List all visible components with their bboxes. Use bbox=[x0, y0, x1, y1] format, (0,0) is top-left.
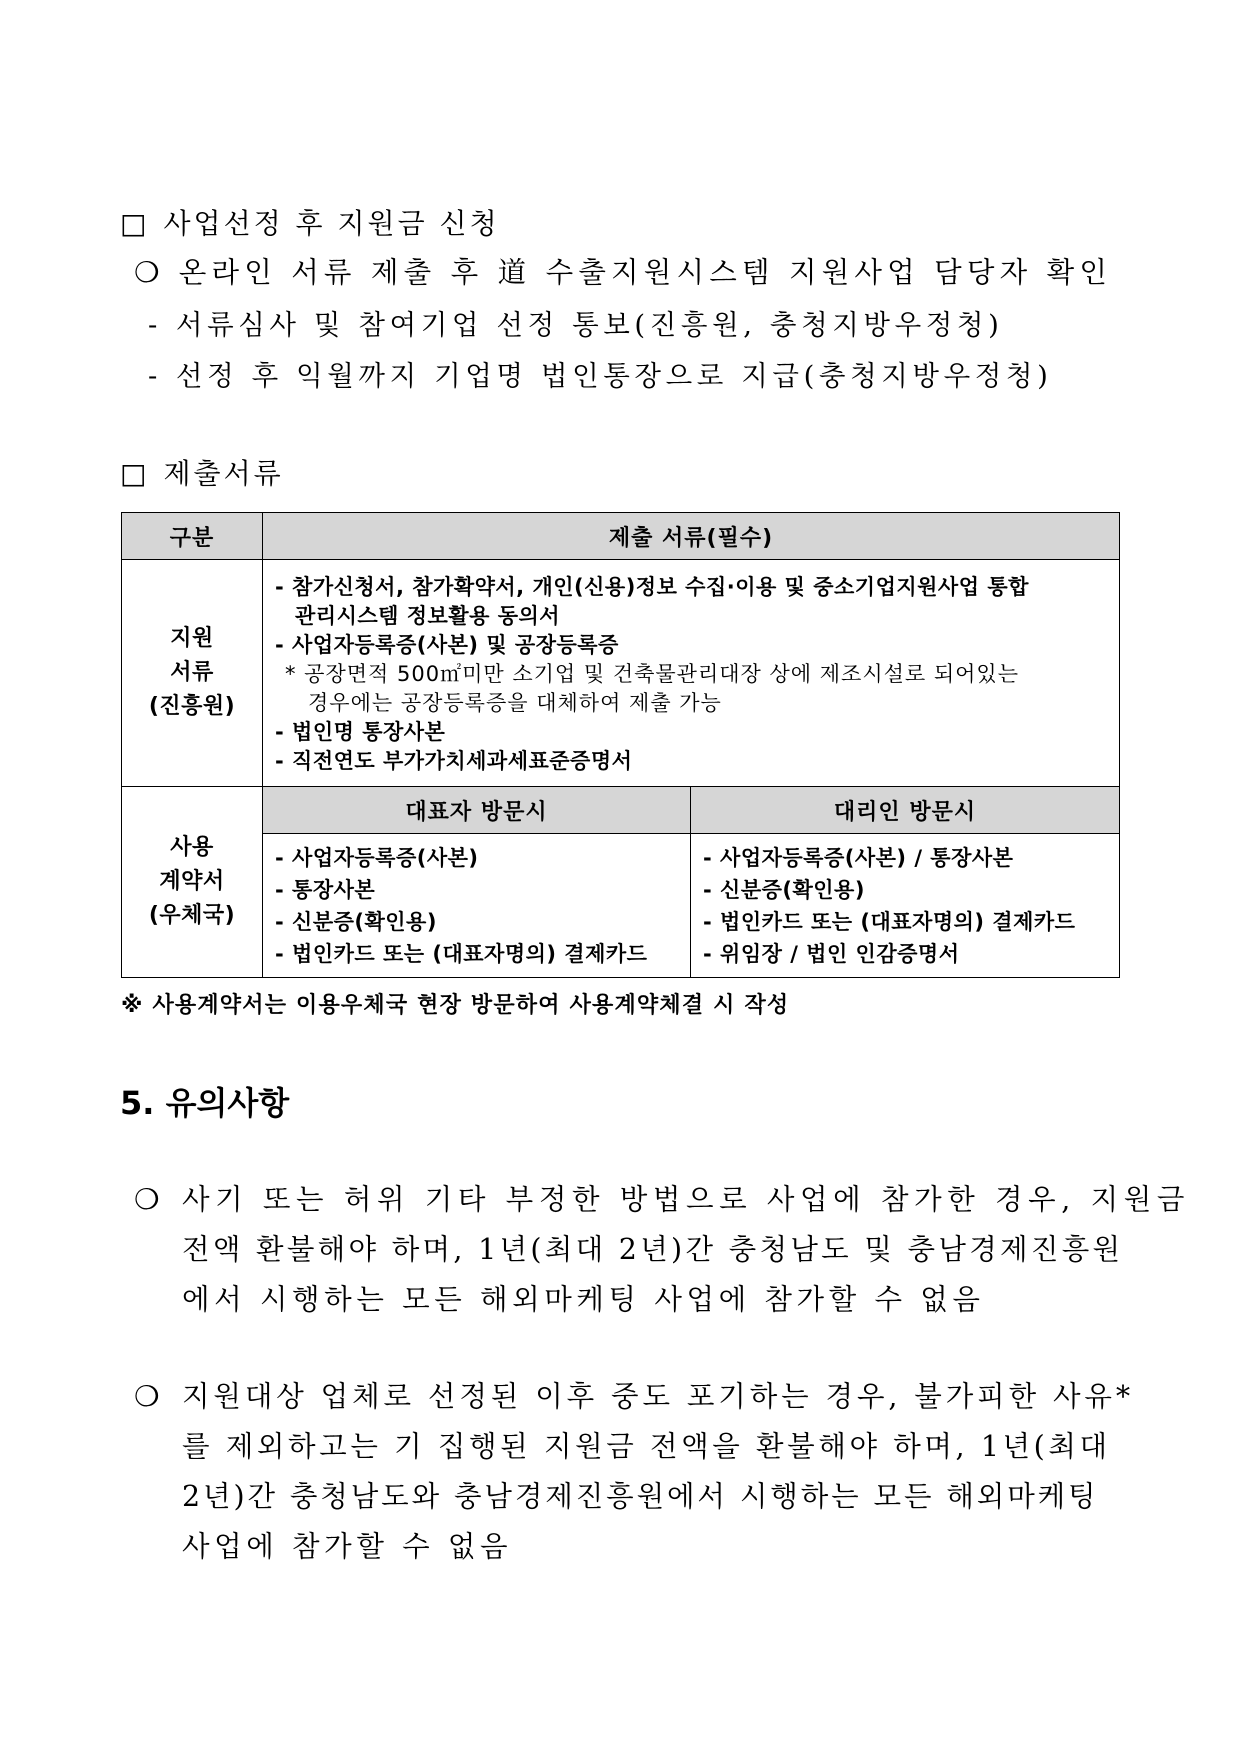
list-item: 관리시스템 정보활용 동의서 bbox=[295, 603, 561, 628]
paragraph-line bbox=[134, 1225, 1124, 1275]
header-agent-visit: 대리인 방문시 bbox=[691, 787, 1120, 834]
section-heading-application bbox=[120, 202, 500, 242]
notes-paragraph bbox=[134, 1175, 1191, 1325]
line-text: 에서 시행하는 모든 해외마케팅 사업에 참가할 수 없음 bbox=[182, 1283, 985, 1316]
header-documents: 제출 서류(필수) bbox=[263, 513, 1120, 560]
paragraph-line bbox=[134, 1522, 1124, 1572]
list-item: - 통장사본 bbox=[275, 877, 376, 902]
square-bullet-icon: □ bbox=[120, 207, 150, 240]
bullet-text: 온라인 서류 제출 후 道 수출지원시스템 지원사업 담당자 확인 bbox=[178, 256, 1113, 289]
line-text: 사기 또는 허위 기타 부정한 방법으로 사업에 참가한 경우, 지원금 bbox=[182, 1183, 1191, 1216]
circle-bullet-icon: ❍ bbox=[134, 1380, 160, 1413]
paragraph-line bbox=[134, 1372, 1134, 1422]
category-usage bbox=[122, 787, 263, 978]
category-support bbox=[122, 560, 263, 787]
list-item: - 참가신청서, 참가확약서, 개인(신용)정보 수집·이용 및 중소기업지원사업 통합 bbox=[275, 574, 1029, 599]
header-category: 구분 bbox=[122, 513, 263, 560]
list-item: - 사업자등록증(사본) bbox=[275, 845, 479, 870]
dash-mark: - bbox=[148, 360, 162, 392]
category-line: (진흥원) bbox=[148, 694, 236, 719]
list-item: - 법인카드 또는 (대표자명의) 결제카드 bbox=[275, 941, 648, 966]
list-item: - 신분증(확인용) bbox=[703, 877, 865, 902]
paragraph-line bbox=[134, 1422, 1124, 1472]
list-item: - 법인카드 또는 (대표자명의) 결제카드 bbox=[703, 909, 1076, 934]
representative-items bbox=[263, 834, 691, 978]
header-representative-visit: 대표자 방문시 bbox=[263, 787, 691, 834]
line-text: 를 제외하고는 기 집행된 지원금 전액을 환불해야 하며, 1년(최대 bbox=[182, 1430, 1111, 1463]
circle-bullet-icon: ❍ bbox=[134, 1183, 160, 1216]
application-dash-item bbox=[148, 302, 1003, 342]
list-item: - 사업자등록증(사본) / 통장사본 bbox=[703, 845, 1014, 870]
category-line: 계약서 bbox=[159, 869, 225, 894]
line-text: 사업에 참가할 수 없음 bbox=[182, 1530, 513, 1563]
application-dash-item bbox=[148, 353, 1052, 393]
heading-text: 제출서류 bbox=[163, 457, 284, 490]
list-item: - 위임장 / 법인 인감증명서 bbox=[703, 941, 960, 966]
agent-items bbox=[691, 834, 1120, 978]
support-items bbox=[263, 560, 1120, 787]
documents-table bbox=[121, 512, 1120, 978]
category-line: 지원 bbox=[170, 626, 214, 651]
circle-bullet-icon: ❍ bbox=[134, 256, 165, 289]
category-line: (우체국) bbox=[148, 903, 236, 928]
section-heading-documents bbox=[120, 452, 284, 492]
table-header-row bbox=[122, 513, 1120, 560]
table-row-support bbox=[122, 560, 1120, 787]
list-item: - 직전연도 부가가치세과세표준증명서 bbox=[275, 748, 633, 773]
list-item-note: 경우에는 공장등록증을 대체하여 제출 가능 bbox=[308, 690, 722, 715]
list-item: - 법인명 통장사본 bbox=[275, 719, 446, 744]
list-item-note: * 공장면적 500㎡미만 소기업 및 건축물관리대장 상에 제조시설로 되어있는 bbox=[285, 661, 1019, 686]
line-text: 지원대상 업체로 선정된 이후 중도 포기하는 경우, 불가피한 사유* bbox=[182, 1380, 1134, 1413]
paragraph-line bbox=[134, 1275, 1124, 1325]
paragraph-line bbox=[134, 1175, 1191, 1225]
table-row-usage bbox=[122, 834, 1120, 978]
dash-text: 선정 후 익월까지 기업명 법인통장으로 지급(충청지방우정청) bbox=[175, 360, 1053, 392]
category-line: 사용 bbox=[170, 835, 214, 860]
list-item: - 신분증(확인용) bbox=[275, 909, 437, 934]
category-line: 서류 bbox=[170, 660, 214, 685]
square-bullet-icon: □ bbox=[120, 457, 150, 490]
line-text: 전액 환불해야 하며, 1년(최대 2년)간 충청남도 및 충남경제진흥원 bbox=[182, 1233, 1124, 1266]
table-row-usage-header bbox=[122, 787, 1120, 834]
dash-text: 서류심사 및 참여기업 선정 통보(진흥원, 충청지방우정청) bbox=[175, 309, 1004, 341]
paragraph-line bbox=[134, 1472, 1124, 1522]
heading-text: 사업선정 후 지원금 신청 bbox=[163, 207, 500, 240]
section-title-notes: 5. 유의사항 bbox=[120, 1084, 290, 1122]
line-text: 2년)간 충청남도와 충남경제진흥원에서 시행하는 모든 해외마케팅 bbox=[182, 1480, 1099, 1513]
table-remark: ※ 사용계약서는 이용우체국 현장 방문하여 사용계약체결 시 작성 bbox=[121, 993, 790, 1018]
application-bullet bbox=[134, 250, 1112, 291]
notes-paragraph bbox=[134, 1372, 1134, 1572]
list-item: - 사업자등록증(사본) 및 공장등록증 bbox=[275, 632, 619, 657]
dash-mark: - bbox=[148, 309, 162, 341]
